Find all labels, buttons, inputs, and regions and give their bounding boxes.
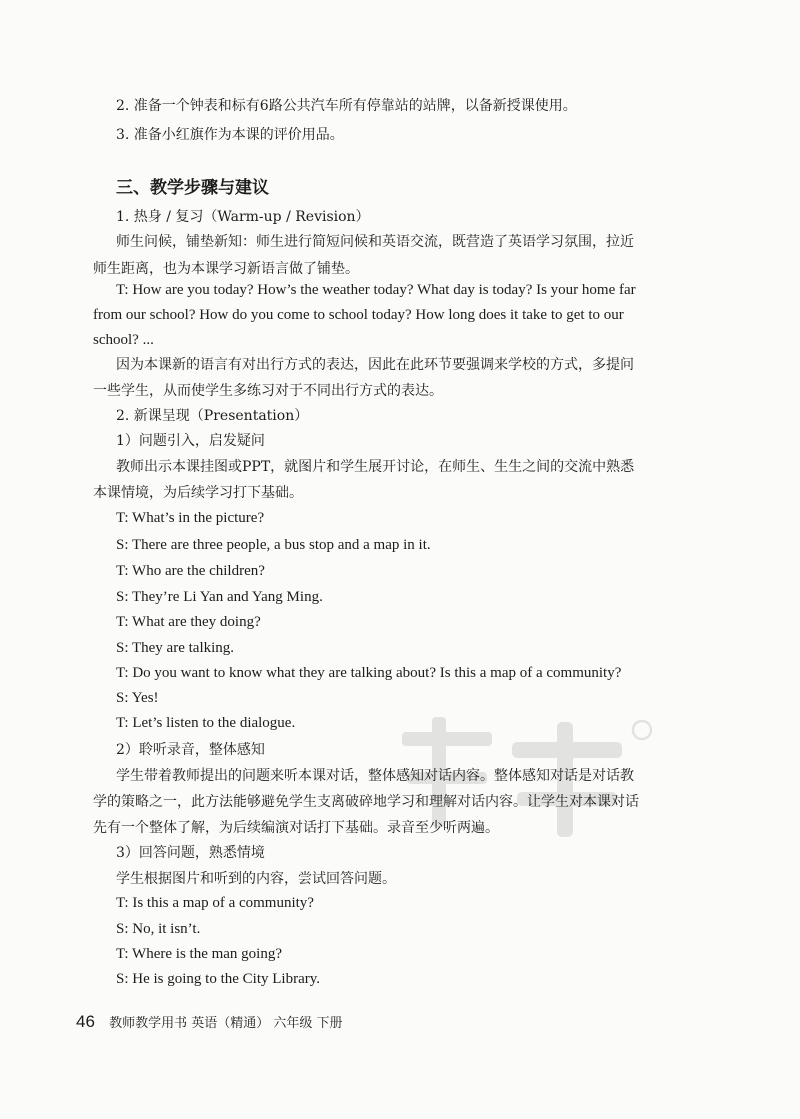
dialogue-line: S: Yes! — [116, 690, 159, 706]
dialogue-line: school? ... — [93, 332, 154, 348]
dialogue-line: T: Do you want to know what they are talking about? Is this a map of a community? — [116, 665, 622, 681]
paragraph-line: 学的策略之一，此方法能够避免学生支离破碎地学习和理解对话内容。让学生对本课对话 — [93, 794, 639, 810]
dialogue-line: S: No, it isn’t. — [116, 921, 201, 937]
paragraph-line: 一些学生，从而使学生多练习对于不同出行方式的表达。 — [93, 383, 443, 399]
dialogue-line: S: They’re Li Yan and Yang Ming. — [116, 589, 323, 605]
dialogue-line: T: Is this a map of a community? — [116, 895, 314, 911]
step-1-title: 1. 热身 / 复习（Warm-up / Revision） — [116, 209, 370, 225]
book-title: 教师教学用书 英语（精通） 六年级 下册 — [109, 1016, 343, 1031]
sub-step-title: 3）回答问题，熟悉情境 — [116, 845, 265, 861]
dialogue-line: from our school? How do you come to school today? How long does it take to get to our — [93, 307, 624, 323]
dialogue-line: S: There are three people, a bus stop and a map in it. — [116, 537, 431, 553]
sub-step-title: 2）聆听录音，整体感知 — [116, 742, 265, 758]
step-2-title: 2. 新课呈现（Presentation） — [116, 408, 309, 424]
page-number: 46 — [76, 1012, 95, 1031]
dialogue-line: T: Who are the children? — [116, 563, 265, 579]
paragraph-line: 因为本课新的语言有对出行方式的表达，因此在此环节要强调来学校的方式，多提问 — [116, 357, 634, 373]
prep-item-2: 2. 准备一个钟表和标有6路公共汽车所有停靠站的站牌，以备新授课使用。 — [116, 98, 577, 114]
dialogue-line: T: What are they doing? — [116, 614, 261, 630]
paragraph-line: 学生根据图片和听到的内容，尝试回答问题。 — [116, 871, 396, 887]
dialogue-line: T: Let’s listen to the dialogue. — [116, 715, 296, 731]
paragraph-line: 教师出示本课挂图或PPT，就图片和学生展开讨论，在师生、生生之间的交流中熟悉 — [116, 459, 635, 475]
prep-item-3: 3. 准备小红旗作为本课的评价用品。 — [116, 127, 344, 143]
paragraph-line: 师生问候，铺垫新知：师生进行简短问候和英语交流，既营造了英语学习氛围，拉近 — [116, 234, 634, 250]
dialogue-line: T: Where is the man going? — [116, 946, 283, 962]
dialogue-line: S: He is going to the City Library. — [116, 971, 321, 987]
paragraph-line: 师生距离，也为本课学习新语言做了铺垫。 — [93, 261, 359, 277]
paragraph-line: 先有一个整体了解，为后续编演对话打下基础。录音至少听两遍。 — [93, 820, 499, 836]
dialogue-line: T: What’s in the picture? — [116, 510, 265, 526]
section-heading: 三、教学步骤与建议 — [116, 178, 269, 198]
page-footer — [76, 1012, 342, 1032]
dialogue-line: T: How are you today? How’s the weather today? What day is today? Is your home far — [116, 282, 636, 298]
paragraph-line: 学生带着教师提出的问题来听本课对话，整体感知对话内容。整体感知对话是对话教 — [116, 768, 634, 784]
paragraph-line: 本课情境，为后续学习打下基础。 — [93, 485, 303, 501]
dialogue-line: S: They are talking. — [116, 640, 235, 656]
sub-step-title: 1）问题引入，启发疑问 — [116, 433, 265, 449]
